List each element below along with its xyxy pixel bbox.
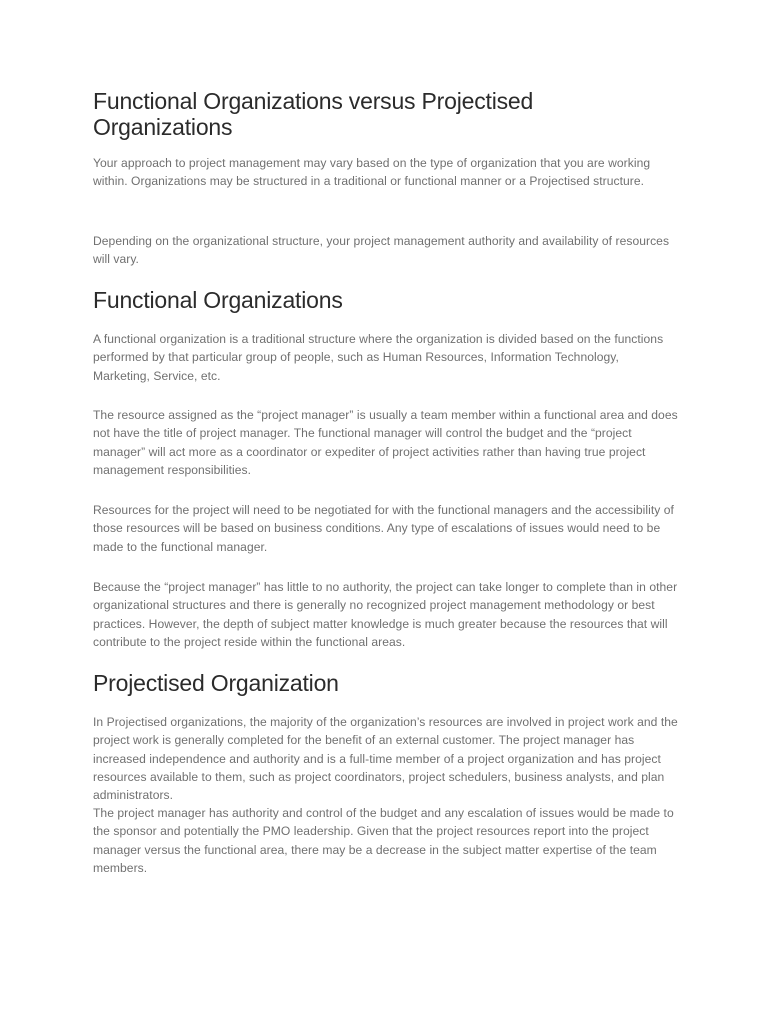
intro-paragraph-1: Your approach to project management may vary based on the type of organization that you are working within. Organizations may be structured in a traditional or functional manner or a Projectised structure. [93,156,651,189]
projectised-paragraph-1: In Projectised organizations, the majority of the organization’s resources are involved in project work and the project work is generally completed for the benefit of an external customer. The project manager has increased independence and authority and is a full-time member of a project organization and has project resources available to them, such as project coordinators, project schedulers, business analysts, and plan administrators. [93,715,678,803]
functional-paragraph-2: The resource assigned as the “project manager” is usually a team member within a functional area and does not have the title of project manager. The functional manager will control the budget and the “project manager” will act more as a coordinator or expediter of project activities rather than having true project management responsibilities. [93,408,678,477]
page-title: Functional Organizations versus Projectised Organizations [93,88,534,140]
section-heading-projectised: Projectised Organization [93,670,339,696]
functional-paragraph-1: A functional organization is a traditional structure where the organization is divided based on the functions performed by that particular group of people, such as Human Resources, Information Technology, Marketing, Service, etc. [93,332,664,383]
section-heading-functional: Functional Organizations [93,287,343,313]
projectised-paragraph-2: The project manager has authority and control of the budget and any escalation of issues would be made to the sponsor and potentially the PMO leadership. Given that the project resources report into the project manager versus the functional area, there may be a decrease in the subject matter expertise of the team members. [93,806,674,875]
functional-paragraph-4: Because the “project manager” has little to no authority, the project can take longer to complete than in other organizational structures and there is generally no recognized project management methodology or best practices. However, the depth of subject matter knowledge is much greater because the resources that will contribute to the project reside within the functional areas. [93,580,678,649]
intro-paragraph-2: Depending on the organizational structure, your project management authority and availability of resources will vary. [93,234,670,267]
functional-paragraph-3: Resources for the project will need to be negotiated for with the functional managers and the accessibility of those resources will be based on business conditions. Any type of escalations of issues would need to be made to the functional manager. [93,503,674,554]
